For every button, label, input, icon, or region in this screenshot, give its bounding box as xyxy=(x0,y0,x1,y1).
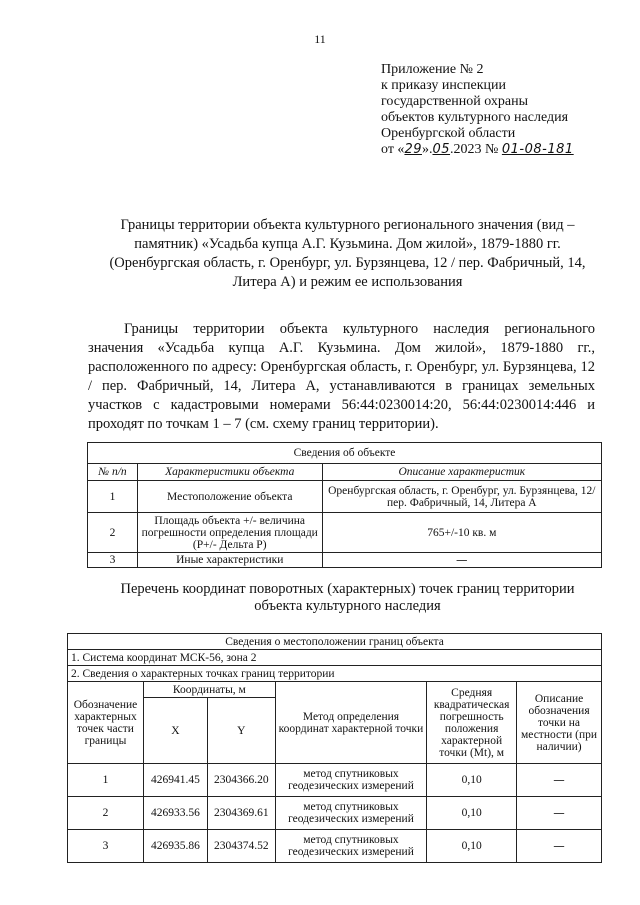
row-name: Площадь объекта +/- величина погрешности определения площади (Р+/- Дельта Р) xyxy=(137,513,322,553)
appendix-line-5: Оренбургской области xyxy=(381,126,516,141)
col-characteristic: Характеристики объекта xyxy=(137,464,322,481)
row-value: — xyxy=(322,553,601,568)
col-number: № п/п xyxy=(88,464,138,481)
paragraph-text: Границы территории объекта культурного наследия регионального значения «Усадьба купца А.Г. Кузьмина. Дом жилой», 1879-1880 гг., расположенного по адресу: Оренбургская область, г. Оренбург, ул. Бурзянцева, 12 / пер. Фабричный, 14, Литера А, устанавливаются в границах земельных участков с кадастровыми номерами 56:44:0230014:20, 56:44:0230014:446 и проходят по точкам 1 – 7 (см. схему границ территории). xyxy=(88,321,595,432)
coord-table-header: Сведения о местоположении границ объекта xyxy=(68,634,602,650)
appendix-line-4: объектов культурного наследия xyxy=(381,110,569,125)
appendix-block xyxy=(381,62,574,158)
point-x: 426933.56 xyxy=(143,797,207,830)
point-y: 2304374.52 xyxy=(207,830,275,863)
date-year: .2023 № xyxy=(450,142,502,157)
row-value: 765+/-10 кв. м xyxy=(322,513,601,553)
point-number: 1 xyxy=(68,764,144,797)
table-row xyxy=(88,513,602,553)
point-y: 2304366.20 xyxy=(207,764,275,797)
table-row xyxy=(68,764,602,797)
point-error: 0,10 xyxy=(427,797,517,830)
row-value: Оренбургская область, г. Оренбург, ул. Бурзянцева, 12/ пер. Фабричный, 14, Литера А xyxy=(322,481,601,513)
coordinates-title: Перечень координат поворотных (характерных) точек границ территории объекта культурного наследия xyxy=(120,581,575,614)
date-day: 29 xyxy=(404,142,422,157)
date-prefix: от « xyxy=(381,142,405,157)
point-method: метод спутниковых геодезических измерений xyxy=(275,764,426,797)
page-number: 11 xyxy=(314,32,326,46)
col-y: Y xyxy=(207,698,275,764)
col-coordinates: Координаты, м xyxy=(143,682,275,698)
point-error: 0,10 xyxy=(427,764,517,797)
order-number: 01-08-181 xyxy=(501,142,574,157)
appendix-line-1: Приложение № 2 xyxy=(381,62,484,77)
col-x: X xyxy=(143,698,207,764)
object-info-table xyxy=(87,442,602,568)
point-description: — xyxy=(517,797,602,830)
point-x: 426941.45 xyxy=(143,764,207,797)
table-row xyxy=(68,830,602,863)
point-method: метод спутниковых геодезических измерений xyxy=(275,830,426,863)
point-x: 426935.86 xyxy=(143,830,207,863)
table-row xyxy=(68,797,602,830)
row-name: Иные характеристики xyxy=(137,553,322,568)
table-row xyxy=(88,481,602,513)
body-paragraph xyxy=(88,320,595,434)
appendix-line-3: государственной охраны xyxy=(381,94,529,109)
document-title: Границы территории объекта культурного регионального значения (вид – памятник) «Усадьба купца А.Г. Кузьмина. Дом жилой», 1879-1880 гг. (Оренбургская область, г. Оренбург, ул. Бурзянцева, 12 / пер. Фабричный, 14, Литера А) и режим ее использования xyxy=(109,217,586,290)
object-table-header: Сведения об объекте xyxy=(88,443,602,464)
col-method: Метод определения координат характерной точки xyxy=(275,682,426,764)
date-month: 05 xyxy=(432,142,451,157)
row-number: 3 xyxy=(88,553,138,568)
point-y: 2304369.61 xyxy=(207,797,275,830)
coordinate-system: 1. Система координат МСК-56, зона 2 xyxy=(68,650,602,666)
points-header: 2. Сведения о характерных точках границ территории xyxy=(68,666,602,682)
point-number: 2 xyxy=(68,797,144,830)
col-error: Средняя квадратическая погрешность положения характерной точки (Mt), м xyxy=(427,682,517,764)
row-number: 1 xyxy=(88,481,138,513)
point-method: метод спутниковых геодезических измерений xyxy=(275,797,426,830)
table-row xyxy=(88,553,602,568)
point-description: — xyxy=(517,830,602,863)
row-name: Местоположение объекта xyxy=(137,481,322,513)
appendix-date-line xyxy=(381,142,574,158)
appendix-line-2: к приказу инспекции xyxy=(381,78,507,93)
point-error: 0,10 xyxy=(427,830,517,863)
col-description: Описание характеристик xyxy=(322,464,601,481)
point-number: 3 xyxy=(68,830,144,863)
row-number: 2 xyxy=(88,513,138,553)
col-point-label: Обозначение характерных точек части границы xyxy=(68,682,144,764)
date-sep: ». xyxy=(421,142,433,157)
point-description: — xyxy=(517,764,602,797)
col-point-description: Описание обозначения точки на местности (при наличии) xyxy=(517,682,602,764)
coordinates-table xyxy=(67,633,602,863)
